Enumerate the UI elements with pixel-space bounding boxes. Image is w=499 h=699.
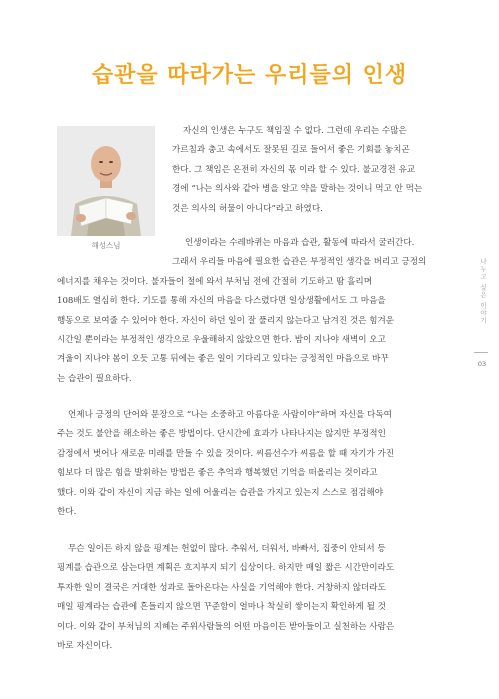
text-line: 감정에서 벗어나 새로운 미래를 만들 수 있을 것이다. 씨름선수가 씨름을 할 때 자기가 가진 bbox=[57, 448, 395, 459]
paragraph-3 bbox=[57, 406, 434, 522]
text-line: 인생이라는 수레바퀴는 마음과 습관, 활동에 따라서 굴러간다. bbox=[185, 238, 415, 248]
text-line: 겨울이 지나야 봄이 오듯 고통 뒤에는 좋은 일이 기다리고 있다는 긍정적인 마음으로 바꾸 bbox=[57, 354, 389, 365]
section-side-label: 나누고 싶은 이야기 bbox=[479, 258, 487, 325]
text-line: 이다. 이와 같이 부처님의 지혜는 주위사람들의 어떤 마음이든 받아들이고 실천하는 사람은 bbox=[57, 621, 395, 632]
paragraph-4 bbox=[57, 540, 434, 656]
text-line: 그래서 우리들 마음에 필요한 습관은 부정적인 생각을 버리고 긍정의 bbox=[172, 257, 427, 268]
text-line: 자신의 인생은 누구도 책임질 수 없다. 그런데 우리는 수많은 bbox=[183, 126, 407, 136]
text-line: 가르침과 충고 속에서도 잘못된 길로 들어서 좋은 기회를 놓치곤 bbox=[172, 145, 410, 156]
photo-caption: 해성스님 bbox=[91, 241, 121, 250]
page-title: 습관을 따라가는 우리들의 인생 bbox=[91, 63, 408, 88]
monk-reading-book-image bbox=[57, 126, 155, 236]
paragraph-1 bbox=[172, 122, 434, 219]
text-line: 에너지를 채우는 것이다. 불자들이 절에 와서 부처님 전에 간절히 기도하고 땀 흘리며 bbox=[57, 276, 373, 287]
text-line: 했다. 이와 같이 자신이 지금 하는 일에 어울리는 습관을 가지고 있는지 스스로 점검해야 bbox=[57, 487, 384, 498]
text-line: 는 습관이 필요하다. bbox=[57, 373, 132, 384]
text-line: 행동으로 보여줄 수 있어야 한다. 자신이 하던 일이 잘 풀리지 않는다고 남겨진 것은 힘겨운 bbox=[57, 315, 395, 326]
text-line: 언제나 긍정의 단어와 문장으로 “나는 소중하고 아름다운 사람이야”하며 자신을 다독여 bbox=[68, 410, 392, 420]
text-line: 핑계를 습관으로 삼는다면 계획은 흐지부지 되기 십상이다. 하지만 매일 짧은 시간만이라도 bbox=[57, 563, 395, 574]
text-line: 시간일 뿐이라는 부정적인 생각으로 우울해하지 않았으면 한다. 밤이 지나야 새벽이 오고 bbox=[57, 335, 386, 346]
text-line: 투자한 일이 결국은 거대한 성과로 돌아온다는 사실을 기억해야 한다. 거창하지 않더라도 bbox=[57, 582, 386, 593]
text-line: 한다. bbox=[57, 507, 77, 518]
monk-photo bbox=[57, 126, 155, 236]
text-line: 무슨 일이든 하지 않을 핑계는 헌없이 많다. 추워서, 더워서, 바빠서, 집중이 안되서 등 bbox=[68, 544, 386, 554]
text-line: 바로 자신이다. bbox=[57, 641, 113, 652]
text-line: 힘보다 더 많은 힘을 발휘하는 방법은 좋은 추억과 행복했던 기억을 떠올리는 것이라고 bbox=[57, 468, 378, 479]
text-line: 매일 핑계라는 습관에 흔들리지 않으면 꾸준함이 얼마나 착실히 쌓이는지 확인하게 될 것 bbox=[57, 602, 386, 613]
text-line: 주는 것도 불안을 해소하는 좋은 방법이다. 단시간에 효과가 나타나지는 않지만 부정적인 bbox=[57, 429, 386, 440]
text-line: 경에 “나는 의사와 같아 병을 알고 약을 말하는 것이니 먹고 안 먹는 bbox=[172, 184, 423, 195]
page-number: 03 bbox=[477, 360, 487, 368]
side-divider bbox=[474, 352, 488, 353]
text-line: 108배도 열심히 한다. 기도를 통해 자신의 마음을 다스렸다면 일상생활에서도 그 마음을 bbox=[57, 296, 386, 307]
text-line: 것은 의사의 허물이 아니다”라고 하였다. bbox=[172, 203, 323, 214]
paragraph-2 bbox=[57, 234, 434, 389]
text-line: 한다. 그 책임은 온전히 자신의 몫 이라 할 수 있다. 불교경전 유교 bbox=[172, 164, 416, 175]
